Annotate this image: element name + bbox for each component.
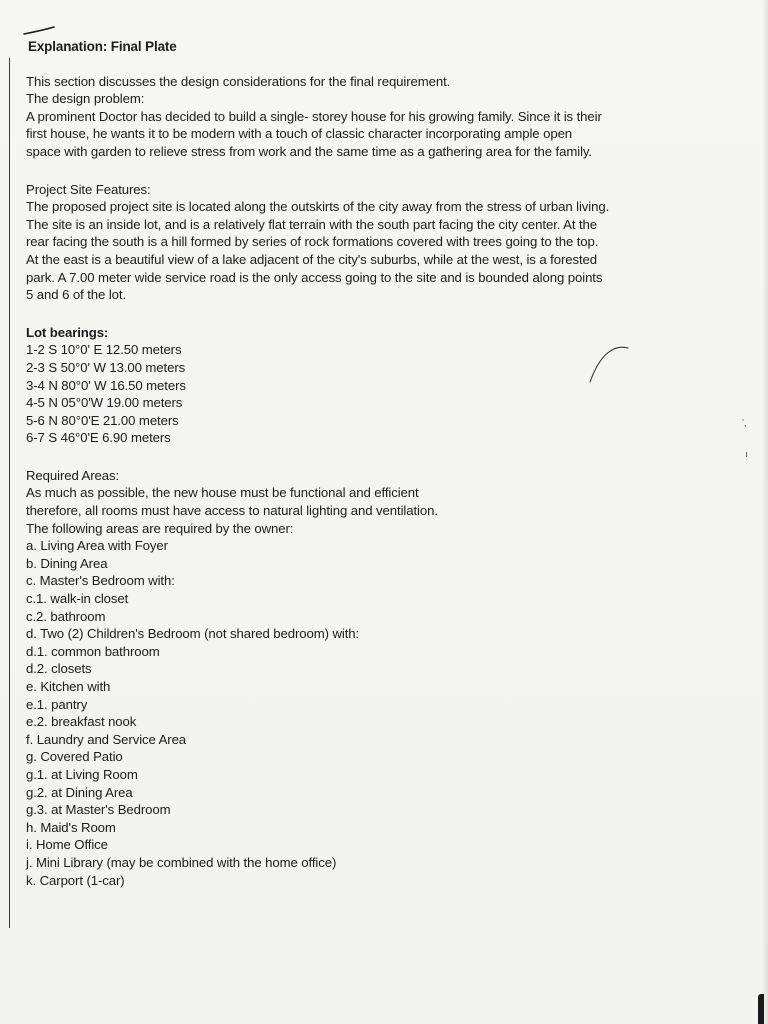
site-line: 5 and 6 of the lot.	[26, 287, 127, 303]
stray-ink-dot	[746, 452, 747, 457]
bearing-item: 1-2 S 10°0' E 12.50 meters	[26, 342, 182, 358]
required-area-item: f. Laundry and Service Area	[26, 731, 187, 747]
required-area-item: e.2. breakfast nook	[26, 714, 137, 730]
required-area-item: i. Home Office	[26, 837, 108, 853]
site-line: Project Site Features:	[26, 181, 151, 197]
required-areas-list	[26, 537, 726, 889]
intro-line: The design problem:	[26, 91, 145, 107]
lot-bearings-list	[26, 341, 726, 447]
bearing-item: 5-6 N 80°0'E 21.00 meters	[26, 412, 179, 428]
intro-line: A prominent Doctor has decided to build a single- storey house for his growing family. Since it is their	[26, 108, 602, 124]
bearing-item: 6-7 S 46°0'E 6.90 meters	[26, 430, 171, 446]
site-line: rear facing the south is a hill formed by series of rock formations covered with trees going to the top.	[26, 234, 599, 250]
required-area-item: h. Maid's Room	[26, 819, 116, 835]
required-area-item: c.2. bathroom	[26, 608, 106, 624]
required-intro-line: Required Areas:	[26, 467, 120, 483]
required-areas-section	[26, 467, 726, 889]
corner-scan-mark	[758, 994, 764, 1024]
required-area-item: e.1. pantry	[26, 696, 88, 712]
required-area-item: j. Mini Library (may be combined with the home office)	[26, 854, 337, 870]
required-area-item: e. Kitchen with	[26, 679, 111, 694]
required-area-item: c. Master's Bedroom with:	[26, 573, 175, 589]
intro-line: first house, he wants it to be modern with a touch of classic character incorporating ample open	[26, 126, 573, 142]
required-area-item: g.1. at Living Room	[26, 766, 138, 782]
lot-bearings-section	[26, 324, 726, 447]
bearing-item: 3-4 N 80°0' W 16.50 meters	[26, 377, 186, 393]
required-area-item: k. Carport (1-car)	[26, 872, 125, 888]
scan-edge-shadow	[762, 0, 768, 1024]
document-title: Explanation: Final Plate	[28, 39, 177, 54]
required-area-item: d. Two (2) Children's Bedroom (not shared bedroom) with:	[26, 626, 360, 642]
required-area-item: b. Dining Area	[26, 555, 108, 571]
site-line: park. A 7.00 meter wide service road is the only access going to the site and is bounded along points	[26, 269, 603, 285]
site-line: The site is an inside lot, and is a relatively flat terrain with the south part facing the city center. At the	[26, 216, 598, 232]
lot-bearings-heading: Lot bearings:	[26, 324, 109, 340]
intro-line: space with garden to relieve stress from work and the same time as a gathering area for the family.	[26, 143, 592, 159]
bearing-item: 4-5 N 05°0'W 19.00 meters	[26, 395, 183, 411]
required-area-item: c.1. walk-in closet	[26, 591, 129, 607]
site-line: At the east is a beautiful view of a lake adjacent of the city's suburbs, while at the west, is a forested	[26, 251, 598, 267]
stray-ink-mark: ʼ,	[742, 418, 747, 428]
intro-section	[26, 73, 726, 161]
site-features-section	[26, 181, 726, 304]
intro-line: This section discusses the design considerations for the final requirement.	[26, 73, 451, 89]
required-area-item: g.2. at Dining Area	[26, 784, 133, 800]
required-area-item: g. Covered Patio	[26, 749, 123, 765]
bearing-item: 2-3 S 50°0' W 13.00 meters	[26, 359, 186, 375]
required-area-item: d.1. common bathroom	[26, 643, 160, 659]
required-intro-line: As much as possible, the new house must be functional and efficient	[26, 485, 419, 501]
required-area-item: a. Living Area with Foyer	[26, 538, 168, 554]
required-intro-line: therefore, all rooms must have access to natural lighting and ventilation.	[26, 503, 438, 519]
required-intro-line: The following areas are required by the owner:	[26, 520, 294, 536]
margin-line	[9, 58, 10, 928]
required-area-item: d.2. closets	[26, 661, 92, 677]
required-area-item: g.3. at Master's Bedroom	[26, 802, 171, 818]
document-body	[26, 30, 726, 889]
site-line: The proposed project site is located along the outskirts of the city away from the stress of urban living.	[26, 199, 610, 215]
